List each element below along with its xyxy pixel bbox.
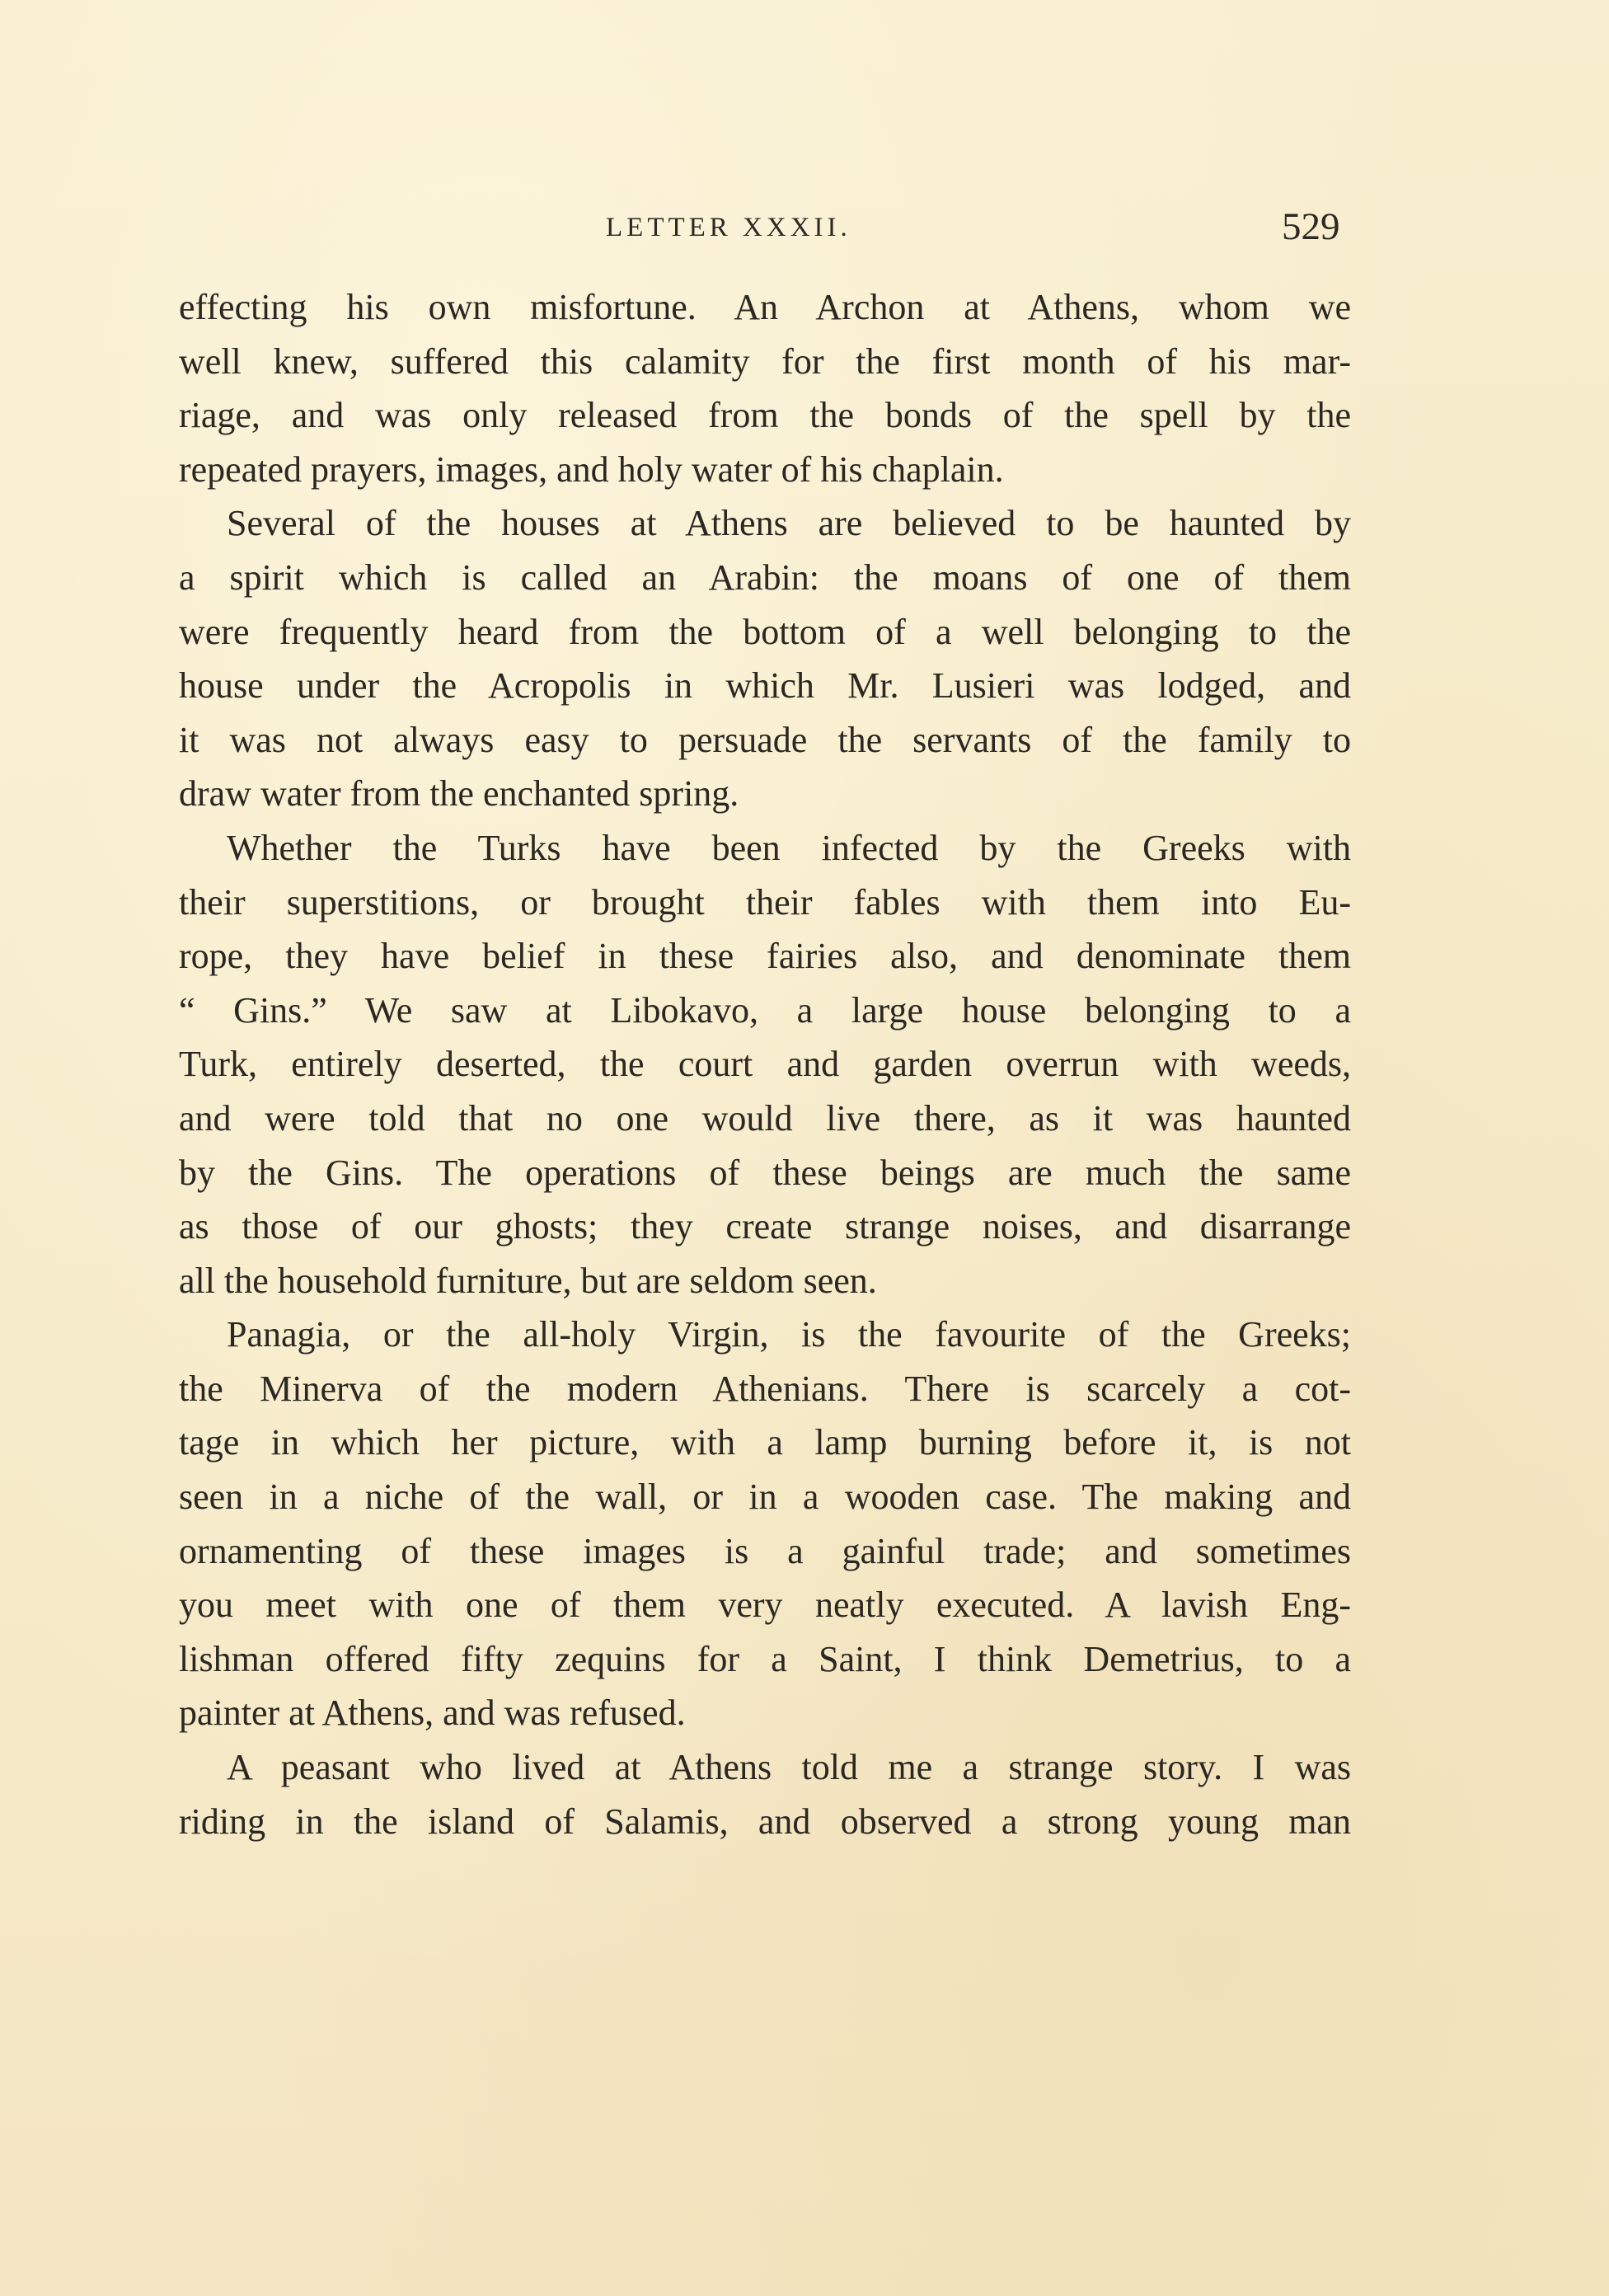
running-head bbox=[0, 204, 1609, 254]
text-line: as those of our ghosts; they create strange noises, and disarrange bbox=[179, 1206, 1351, 1247]
text-line: tage in which her picture, with a lamp burning before it, is not bbox=[179, 1422, 1351, 1463]
paragraph-start-line: A peasant who lived at Athens told me a strange story. I was bbox=[227, 1747, 1351, 1788]
text-line: it was not always easy to persuade the servants of the family to bbox=[179, 719, 1351, 760]
text-line: by the Gins. The operations of these beings are much the same bbox=[179, 1152, 1351, 1193]
page-number: 529 bbox=[1282, 205, 1340, 248]
text-line: painter at Athens, and was refused. bbox=[179, 1693, 686, 1734]
text-line: well knew, suffered this calamity for the first month of his mar- bbox=[179, 340, 1351, 382]
text-line: and were told that no one would live there, as it was haunted bbox=[179, 1097, 1351, 1139]
text-line: rope, they have belief in these fairies also, and denominate them bbox=[179, 936, 1351, 977]
text-line: a spirit which is called an Arabin: the moans of one of them bbox=[179, 556, 1351, 598]
text-line: house under the Acropolis in which Mr. Lusieri was lodged, and bbox=[179, 665, 1351, 707]
text-line: Turk, entirely deserted, the court and garden overrun with weeds, bbox=[179, 1044, 1351, 1085]
text-line: the Minerva of the modern Athenians. There is scarcely a cot- bbox=[179, 1368, 1351, 1409]
text-line: “ Gins.” We saw at Libokavo, a large house belonging to a bbox=[179, 989, 1351, 1031]
text-line: lishman offered fifty zequins for a Saint, I think Demetrius, to a bbox=[179, 1638, 1351, 1679]
paragraph-start-line: Panagia, or the all-holy Virgin, is the favourite of the Greeks; bbox=[227, 1314, 1351, 1355]
text-line: effecting his own misfortune. An Archon at Athens, whom we bbox=[179, 287, 1351, 327]
paragraph-start-line: Several of the houses at Athens are believed to be haunted by bbox=[227, 503, 1351, 544]
text-line: riage, and was only released from the bonds of the spell by the bbox=[179, 395, 1351, 436]
text-line: riding in the island of Salamis, and observed a strong young man bbox=[179, 1801, 1351, 1842]
text-line: draw water from the enchanted spring. bbox=[179, 773, 739, 815]
text-line: seen in a niche of the wall, or in a wooden case. The making and bbox=[179, 1477, 1351, 1518]
running-title: LETTER XXXII. bbox=[606, 213, 851, 242]
text-line: their superstitions, or brought their fables with them into Eu- bbox=[179, 881, 1351, 923]
text-line: you meet with one of them very neatly executed. A lavish Eng- bbox=[179, 1585, 1351, 1626]
paragraph-start-line: Whether the Turks have been infected by the Greeks with bbox=[227, 827, 1351, 868]
text-line: repeated prayers, images, and holy water of his chaplain. bbox=[179, 448, 1004, 490]
body-text bbox=[179, 280, 1351, 1848]
text-line: ornamenting of these images is a gainful trade; and sometimes bbox=[179, 1530, 1351, 1571]
text-line: all the household furniture, but are seldom seen. bbox=[179, 1260, 877, 1301]
text-line: were frequently heard from the bottom of a well belonging to the bbox=[179, 611, 1351, 652]
